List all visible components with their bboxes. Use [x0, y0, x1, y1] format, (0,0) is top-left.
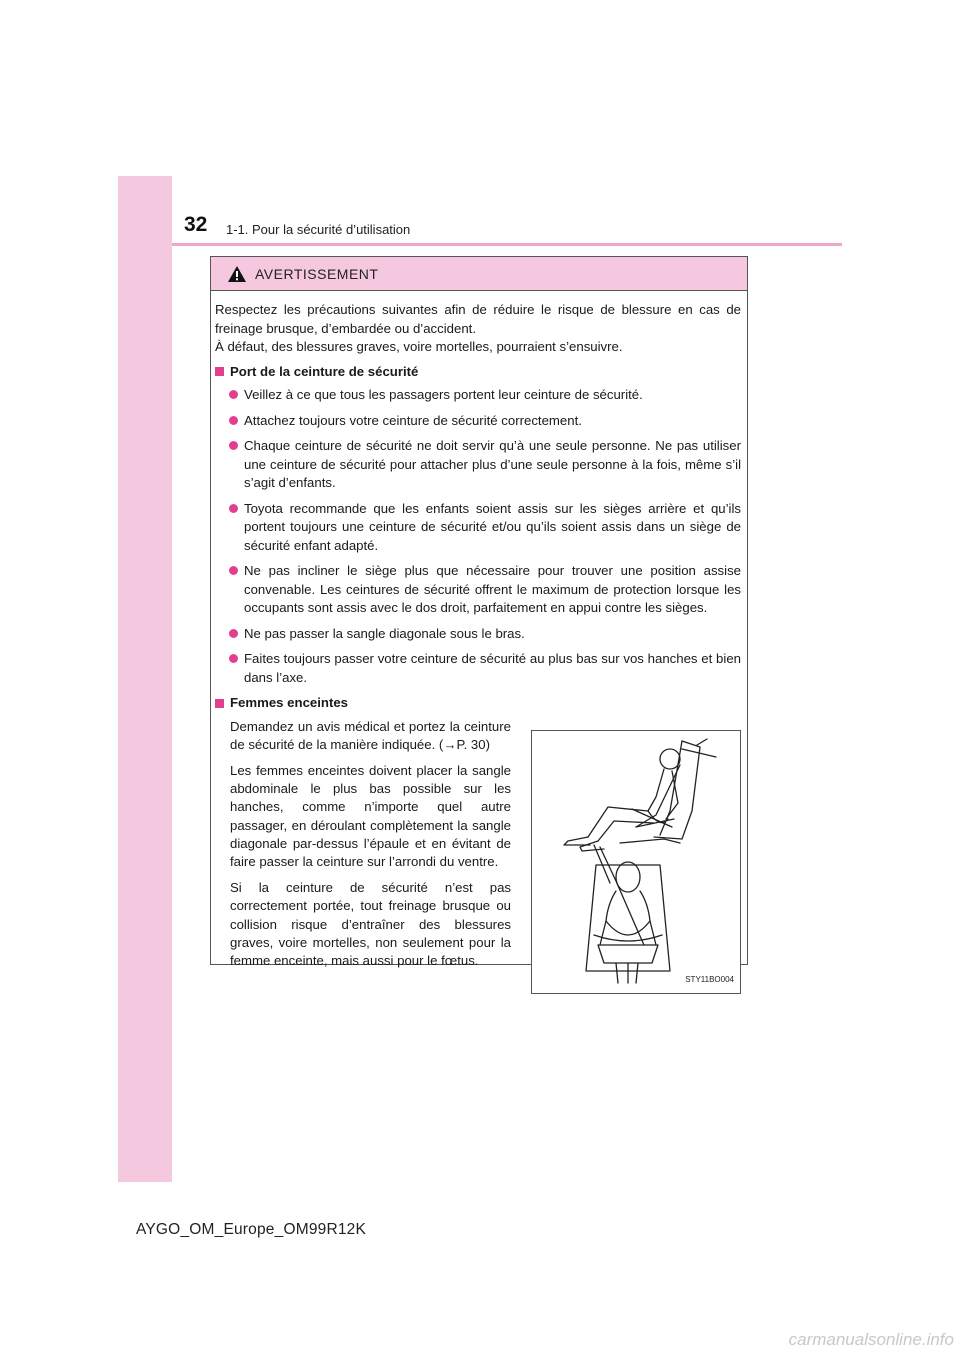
list-item: Veillez à ce que tous les passagers portent leur ceinture de sécurité. — [215, 386, 741, 405]
pregnant-seatbelt-illustration — [531, 730, 741, 994]
round-bullet-icon — [229, 654, 238, 663]
warning-triangle-icon — [227, 264, 249, 284]
seatbelt-heading-label: Port de la ceinture de sécurité — [230, 363, 419, 379]
page-number: 32 — [184, 213, 208, 236]
pregnant-heading — [215, 694, 741, 713]
list-item: Toyota recommande que les enfants soient assis sur les sièges arrière et qu’ils portent toujours une ceinture de sécurité et/ou qu’ils soient assis dans un siège de sécurité enfant adapté. — [215, 500, 741, 556]
intro-text: Respectez les précautions suivantes afin de réduire le risque de blessure en cas de freinage brusque, d’embardée ou d’accident. — [215, 302, 741, 336]
list-item: Ne pas passer la sangle diagonale sous le bras. — [215, 625, 741, 644]
warning-header — [211, 257, 747, 291]
intro-text: À défaut, des blessures graves, voire mortelles, pourraient s’ensuivre. — [215, 339, 623, 354]
round-bullet-icon — [229, 629, 238, 638]
square-bullet-icon — [215, 367, 224, 376]
illustration-code: STY11BO004 — [685, 975, 734, 984]
section-title: 1-1. Pour la sécurité d’utilisation — [226, 222, 411, 237]
list-item: Attachez toujours votre ceinture de sécurité correctement. — [215, 412, 741, 431]
document-footer: AYGO_OM_Europe_OM99R12K — [136, 1221, 367, 1238]
round-bullet-icon — [229, 441, 238, 450]
round-bullet-icon — [229, 416, 238, 425]
seatbelt-list — [215, 386, 741, 687]
list-item: Faites toujours passer votre ceinture de sécurité au plus bas sur vos hanches et bien dans l’axe. — [215, 650, 741, 687]
header-divider — [172, 243, 842, 246]
round-bullet-icon — [229, 390, 238, 399]
seatbelt-heading — [215, 363, 741, 382]
pregnant-paragraph: Si la ceinture de sécurité n’est pas correctement portée, tout freinage brusque ou collision risque d’entraîner des blessures graves, voire mortelles, non seulement pour la femme enceinte, mais aussi pour le fœtus. — [230, 880, 511, 968]
list-item: Chaque ceinture de sécurité ne doit servir qu’à une seule personne. Ne pas utiliser une ceinture de sécurité pour attacher plus d’une seule personne à la fois, même s’il s’agit d’enfants. — [215, 437, 741, 493]
watermark: carmanualsonline.info — [788, 1330, 954, 1349]
side-tab-band — [118, 176, 172, 1182]
warning-title: AVERTISSEMENT — [255, 265, 379, 282]
warning-box — [210, 256, 748, 984]
pregnant-heading-label: Femmes enceintes — [230, 695, 349, 710]
warning-body — [211, 291, 747, 994]
pregnant-text — [215, 718, 511, 994]
round-bullet-icon — [229, 566, 238, 575]
illustration-drawing — [532, 731, 740, 993]
warning-intro — [215, 301, 741, 357]
round-bullet-icon — [229, 504, 238, 513]
pregnant-paragraph: Demandez un avis médical et portez la ceinture de sécurité de la manière indiquée. (→P. 30) — [230, 718, 511, 752]
pregnant-paragraph: Les femmes enceintes doivent placer la sangle abdominale le plus bas possible sur les hanches, comme n’importe quel autre passager, en déroulant complètement la sangle diagonale par-dessus l’épaule et en évitant de faire passer la ceinture sur l’arrondi du ventre. — [230, 762, 511, 869]
pregnant-section — [215, 718, 741, 994]
square-bullet-icon — [215, 699, 224, 708]
list-item: Ne pas incliner le siège plus que nécessaire pour trouver une position assise convenable. Les ceintures de sécurité offrent le maximum de protection lorsque les occupants sont assis avec le dos droit, parfaitement en appui contre les sièges. — [215, 562, 741, 618]
